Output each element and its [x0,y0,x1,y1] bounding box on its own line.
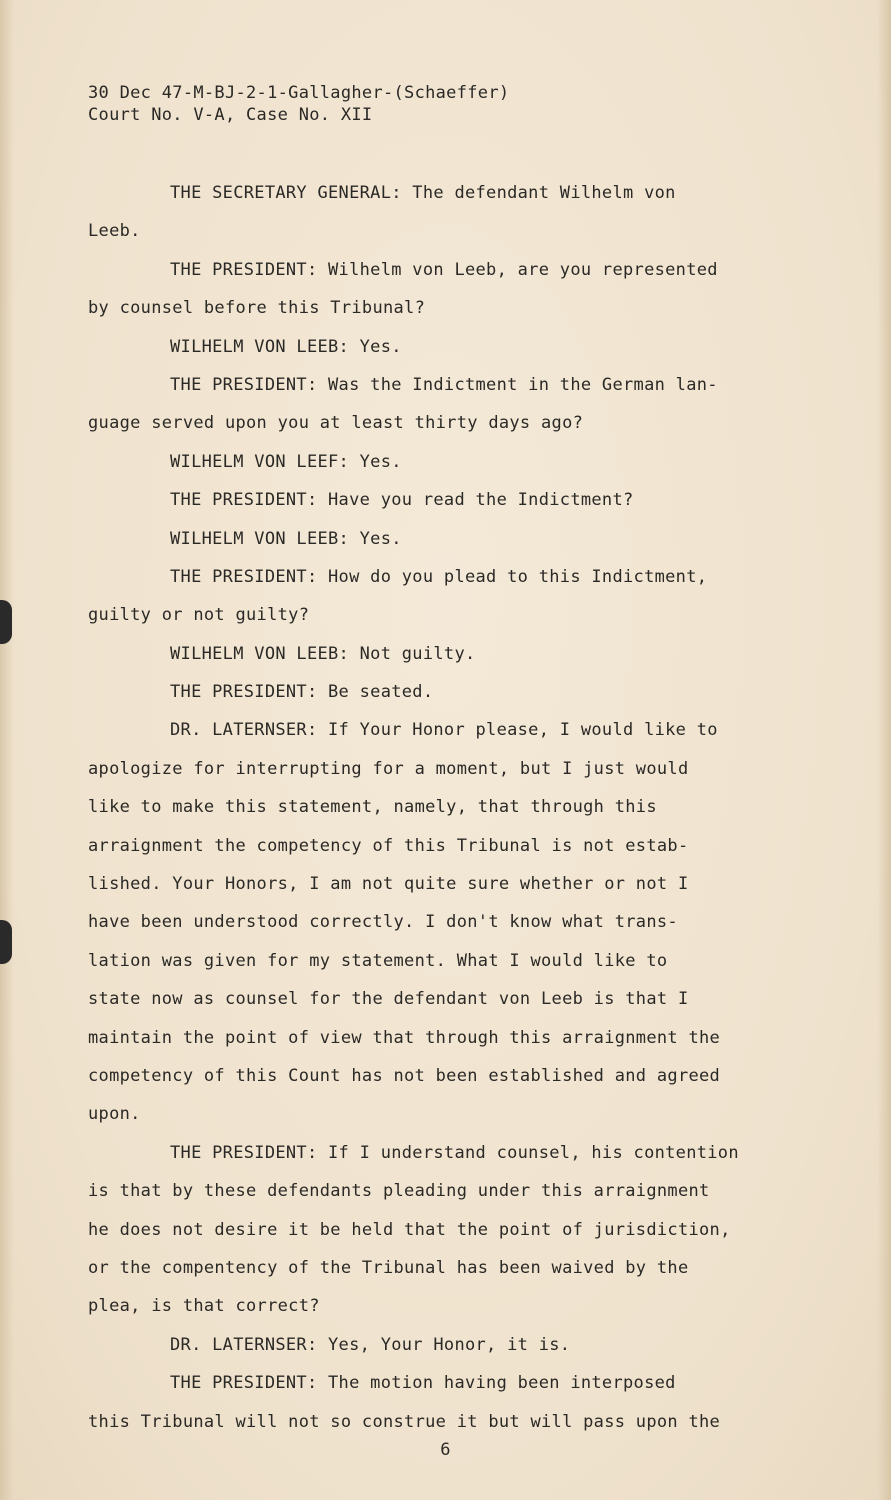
transcript-line: THE PRESIDENT: Wilhelm von Leeb, are you represented [170,259,718,280]
binder-hole-top [0,600,12,644]
transcript-line: guilty or not guilty? [88,605,310,626]
transcript-line: THE PRESIDENT: Be seated. [170,682,434,703]
transcript-line: WILHELM VON LEEF: Yes. [170,451,402,472]
transcript-line: state now as counsel for the defendant von Leeb is that I [88,989,689,1010]
transcript-line: have been understood correctly. I don't know what trans- [88,912,678,933]
binder-hole-bottom [0,920,12,964]
transcript-line: THE PRESIDENT: Was the Indictment in the German lan- [170,374,718,395]
header-line-court-case: Court No. V-A, Case No. XII [88,105,373,125]
document-header [88,82,509,126]
transcript-line: lation was given for my statement. What I would like to [88,950,668,971]
transcript-line: or the compentency of the Tribunal has been waived by the [88,1257,689,1278]
transcript-line: by counsel before this Tribunal? [88,298,426,319]
transcript-line: apologize for interrupting for a moment, but I just would [88,758,689,779]
transcript-line: maintain the point of view that through this arraignment the [88,1027,721,1048]
transcript-line: he does not desire it be held that the point of jurisdiction, [88,1219,731,1240]
transcript-line: WILHELM VON LEEB: Not guilty. [170,643,476,664]
transcript-line: plea, is that correct? [88,1296,320,1317]
header-line-date-reference: 30 Dec 47-M-BJ-2-1-Gallagher-(Schaeffer) [88,83,510,103]
transcript-line: THE PRESIDENT: How do you plead to this Indictment, [170,566,708,587]
transcript-line: like to make this statement, namely, that through this [88,797,657,818]
transcript-line: THE PRESIDENT: If I understand counsel, his contention [170,1142,739,1163]
transcript-line: THE PRESIDENT: The motion having been interposed [170,1373,676,1394]
transcript-body [88,174,818,1441]
page-edge-left [0,0,14,1500]
transcript-line: lished. Your Honors, I am not quite sure whether or not I [88,874,689,895]
transcript-line: THE PRESIDENT: Have you read the Indictment? [170,490,634,511]
transcript-line: is that by these defendants pleading under this arraignment [88,1181,710,1202]
transcript-line: guage served upon you at least thirty days ago? [88,413,584,434]
transcript-line: arraignment the competency of this Tribunal is not estab- [88,835,689,856]
transcript-line: competency of this Count has not been established and agreed [88,1065,721,1086]
transcript-line: DR. LATERNSER: Yes, Your Honor, it is. [170,1334,571,1355]
page-number: 6 [440,1440,451,1460]
transcript-line: THE SECRETARY GENERAL: The defendant Wilhelm von [170,183,676,203]
transcript-line: this Tribunal will not so construe it but will pass upon the [88,1411,721,1432]
page-edge-right [877,0,891,1500]
transcript-line: WILHELM VON LEEB: Yes. [170,336,402,357]
transcript-line: WILHELM VON LEEB: Yes. [170,528,402,549]
transcript-line: upon. [88,1104,141,1125]
transcript-line: Leeb. [88,221,141,242]
transcript-line: DR. LATERNSER: If Your Honor please, I would like to [170,720,718,741]
